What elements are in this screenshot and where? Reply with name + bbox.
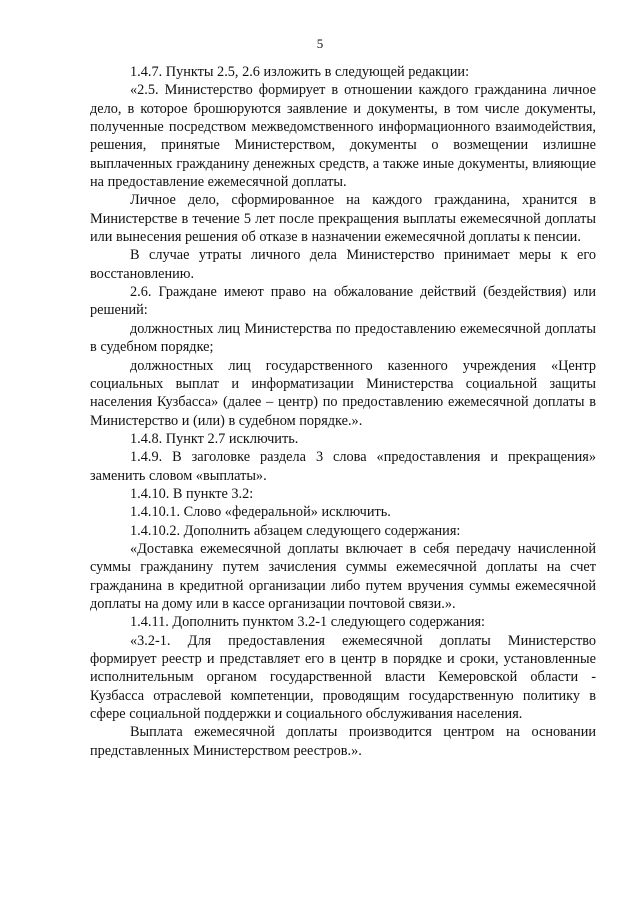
paragraph: Личное дело, сформированное на каждого гражданина, хранится в Министерстве в течение 5 лет после прекращения выплаты ежемесячной доплаты или вынесения решения об отказе в назначении ежемесячной доплаты к пенсии. bbox=[90, 192, 596, 246]
paragraph: Выплата ежемесячной доплаты производится центром на основании представленных Министерством реестров.». bbox=[90, 724, 596, 759]
paragraph: должностных лиц Министерства по предоставлению ежемесячной доплаты в судебном порядке; bbox=[90, 320, 596, 356]
paragraph: 1.4.10.2. Дополнить абзацем следующего содержания: bbox=[130, 522, 461, 539]
paragraph: «3.2-1. Для предоставления ежемесячной доплаты Министерство формирует реестр и представляет его в центр в порядке и сроки, установленные исполнительным органом государственной власти Кемеровской области - Кузбасса отраслевой компетенции, проводящим государственную политику в сфере социальной поддержки и социального обслуживания населения. bbox=[90, 632, 596, 723]
paragraph: «Доставка ежемесячной доплаты включает в себя передачу начисленной суммы гражданину путем зачисления суммы ежемесячной доплаты на счет гражданина в кредитной организации либо путем вручения суммы ежемесячной доплаты на дому или в кассе организации почтовой связи.». bbox=[90, 540, 596, 612]
paragraph: 1.4.7. Пункты 2.5, 2.6 изложить в следующей редакции: bbox=[130, 64, 470, 80]
paragraph: 2.6. Граждане имеют право на обжалование действий (бездействия) или решений: bbox=[90, 284, 596, 319]
paragraph: 1.4.9. В заголовке раздела 3 слова «предоставления и прекращения» заменить словом «выплаты». bbox=[90, 449, 596, 484]
paragraph: «2.5. Министерство формирует в отношении каждого гражданина личное дело, в которое брошюруются заявление и документы, в том числе документы, полученные посредством межведомственного информационного взаимодействия, решения, принятые Министерством, документы о возмещении излишне выплаченных гражданину денежных средств, а также иные документы, влияющие на предоставление ежемесячной доплаты. bbox=[90, 82, 596, 191]
page-number: 5 bbox=[316, 36, 324, 51]
paragraph: 1.4.11. Дополнить пунктом 3.2-1 следующего содержания: bbox=[130, 614, 486, 631]
paragraph: 1.4.10. В пункте 3.2: bbox=[130, 485, 254, 502]
document-body bbox=[90, 63, 596, 760]
paragraph: должностных лиц государственного казенного учреждения «Центр социальных выплат и информатизации Министерства социальной защиты населения Кузбасса» (далее – центр) по предоставлению ежемесячной доплаты в Министерство и (или) в судебном порядке.». bbox=[90, 357, 596, 429]
paragraph: 1.4.10.1. Слово «федеральной» исключить. bbox=[130, 504, 391, 521]
paragraph: В случае утраты личного дела Министерство принимает меры к его восстановлению. bbox=[90, 247, 596, 282]
paragraph: 1.4.8. Пункт 2.7 исключить. bbox=[130, 430, 299, 447]
